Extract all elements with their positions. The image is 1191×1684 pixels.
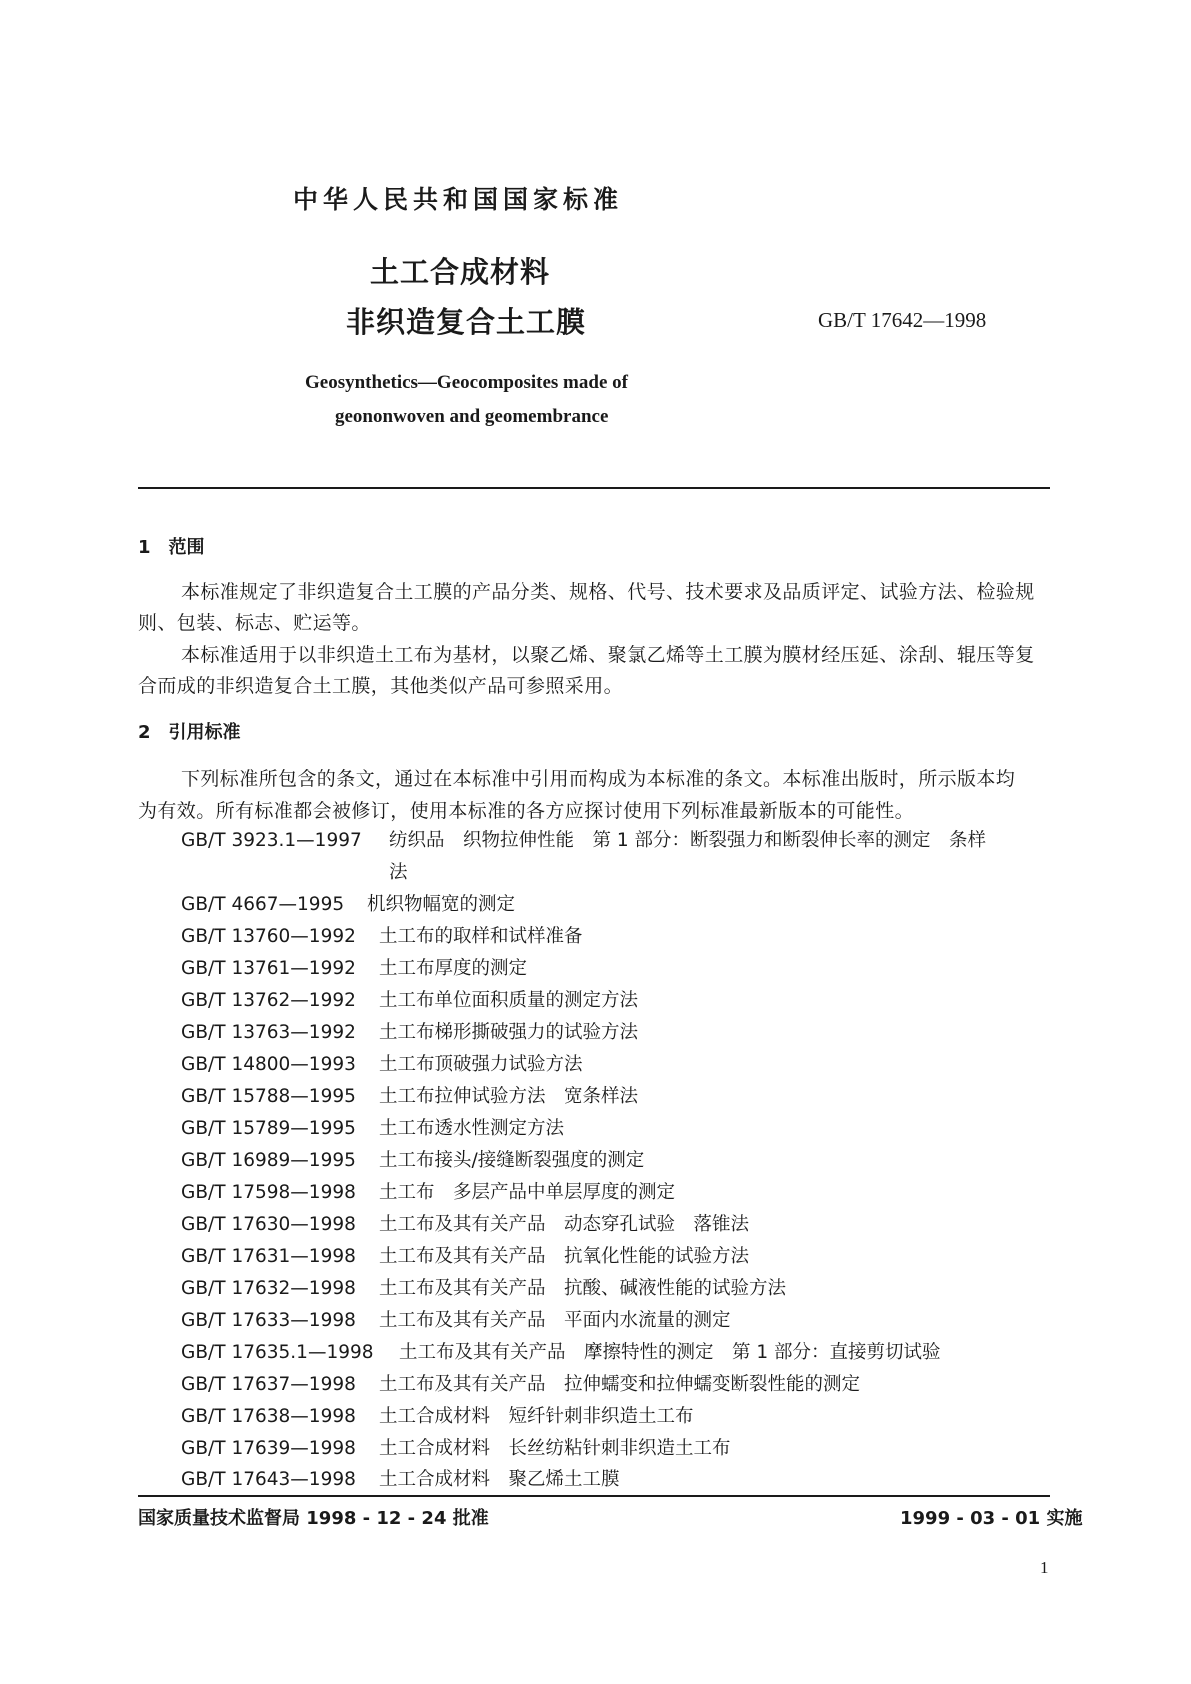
reference-title: 土工布接头/接缝断裂强度的测定	[379, 1150, 645, 1171]
s2-p-line1: 下列标准所包含的条文，通过在本标准中引用而构成为本标准的条文。本标准出版时，所示版本均	[181, 768, 1016, 790]
reference-item	[181, 890, 515, 916]
reference-item	[181, 1465, 620, 1491]
reference-code: GB/T 13763—1992	[181, 1022, 356, 1043]
reference-code: GB/T 17632—1998	[181, 1278, 356, 1299]
reference-title: 土工布梯形撕破强力的试验方法	[379, 1022, 639, 1043]
reference-item	[181, 1274, 786, 1300]
reference-item	[181, 1146, 644, 1172]
reference-code: GB/T 4667—1995	[181, 894, 345, 915]
reference-title: 土工布顶破强力试验方法	[379, 1054, 583, 1075]
s1-p2-line2: 合而成的非织造复合土工膜，其他类似产品可参照采用。	[138, 675, 624, 697]
s1-p1-line1: 本标准规定了非织造复合土工膜的产品分类、规格、代号、技术要求及品质评定、试验方法、检验规	[181, 581, 1035, 603]
reference-code: GB/T 17633—1998	[181, 1310, 356, 1331]
reference-item	[181, 1050, 583, 1076]
reference-item	[181, 1210, 749, 1236]
national-standard-header: 中华人民共和国国家标准	[293, 185, 624, 214]
reference-title: 纺织品 织物拉伸性能 第 1 部分：断裂强力和断裂伸长率的测定 条样	[389, 830, 987, 851]
reference-title: 机织物幅宽的测定	[367, 894, 516, 915]
reference-title: 土工布及其有关产品 摩擦特性的测定 第 1 部分：直接剪切试验	[399, 1342, 941, 1363]
english-title-line-1: Geosynthetics—Geocomposites made of	[305, 372, 628, 393]
reference-code: GB/T 13760—1992	[181, 926, 356, 947]
s2-p-line2: 为有效。所有标准都会被修订，使用本标准的各方应探讨使用下列标准最新版本的可能性。	[138, 800, 915, 822]
title-line-1: 土工合成材料	[370, 255, 551, 289]
reference-item	[181, 1306, 731, 1332]
reference-item	[181, 1178, 675, 1204]
reference-code: GB/T 15789—1995	[181, 1118, 356, 1139]
page-number: 1	[1040, 1558, 1049, 1577]
implementation-date: 1999 - 03 - 01 实施	[900, 1508, 1083, 1529]
reference-title: 土工合成材料 短纤针刺非织造土工布	[379, 1406, 694, 1427]
reference-code: GB/T 17631—1998	[181, 1246, 356, 1267]
english-title-line-2: geononwoven and geomembrance	[335, 406, 609, 427]
reference-title: 土工布及其有关产品 平面内水流量的测定	[379, 1310, 731, 1331]
reference-item	[181, 1018, 638, 1044]
reference-code: GB/T 15788—1995	[181, 1086, 356, 1107]
reference-title: 土工布 多层产品中单层厚度的测定	[379, 1182, 676, 1203]
reference-title: 土工合成材料 长丝纺粘针刺非织造土工布	[379, 1438, 731, 1459]
reference-item	[181, 986, 638, 1012]
reference-title: 土工布拉伸试验方法 宽条样法	[379, 1086, 639, 1107]
reference-item	[181, 1370, 860, 1396]
reference-code: GB/T 17637—1998	[181, 1374, 356, 1395]
footer-divider	[138, 1495, 1050, 1497]
reference-code: GB/T 17643—1998	[181, 1469, 356, 1490]
reference-code: GB/T 13761—1992	[181, 958, 356, 979]
reference-code: GB/T 17598—1998	[181, 1182, 356, 1203]
approval-note: 国家质量技术监督局 1998 - 12 - 24 批准	[138, 1508, 489, 1529]
reference-code: GB/T 17635.1—1998	[181, 1342, 374, 1363]
s1-p1-line2: 则、包装、标志、贮运等。	[138, 612, 371, 634]
reference-item	[181, 1434, 731, 1460]
title-line-2: 非织造复合土工膜	[346, 305, 587, 339]
reference-item	[181, 1242, 749, 1268]
reference-item	[181, 954, 527, 980]
reference-title: 土工布单位面积质量的测定方法	[379, 990, 639, 1011]
reference-title-continued: 法	[389, 862, 408, 883]
reference-code: GB/T 17639—1998	[181, 1438, 356, 1459]
standard-number: GB/T 17642—1998	[818, 308, 987, 332]
reference-code: GB/T 17630—1998	[181, 1214, 356, 1235]
s1-p2-line1: 本标准适用于以非织造土工布为基材，以聚乙烯、聚氯乙烯等土工膜为膜材经压延、涂刮、辊压等复	[181, 644, 1035, 666]
reference-title: 土工布及其有关产品 动态穿孔试验 落锥法	[379, 1214, 750, 1235]
reference-title: 土工布的取样和试样准备	[379, 926, 583, 947]
reference-item	[181, 826, 986, 852]
header-divider	[138, 487, 1050, 489]
reference-code: GB/T 13762—1992	[181, 990, 356, 1011]
reference-item	[181, 922, 583, 948]
reference-code: GB/T 16989—1995	[181, 1150, 356, 1171]
reference-title: 土工布及其有关产品 抗氧化性能的试验方法	[379, 1246, 750, 1267]
section-1-heading: 1 范围	[138, 537, 205, 558]
section-2-heading: 2 引用标准	[138, 722, 241, 743]
reference-item	[181, 1402, 694, 1428]
reference-code: GB/T 14800—1993	[181, 1054, 356, 1075]
reference-title: 土工布及其有关产品 拉伸蠕变和拉伸蠕变断裂性能的测定	[379, 1374, 861, 1395]
reference-item	[181, 1338, 941, 1364]
reference-item	[181, 1082, 638, 1108]
reference-title: 土工布及其有关产品 抗酸、碱液性能的试验方法	[379, 1278, 787, 1299]
reference-title: 土工布透水性测定方法	[379, 1118, 565, 1139]
reference-code: GB/T 3923.1—1997	[181, 830, 362, 851]
reference-item	[181, 1114, 564, 1140]
reference-title: 土工布厚度的测定	[379, 958, 528, 979]
reference-code: GB/T 17638—1998	[181, 1406, 356, 1427]
reference-title: 土工合成材料 聚乙烯土工膜	[379, 1469, 620, 1490]
